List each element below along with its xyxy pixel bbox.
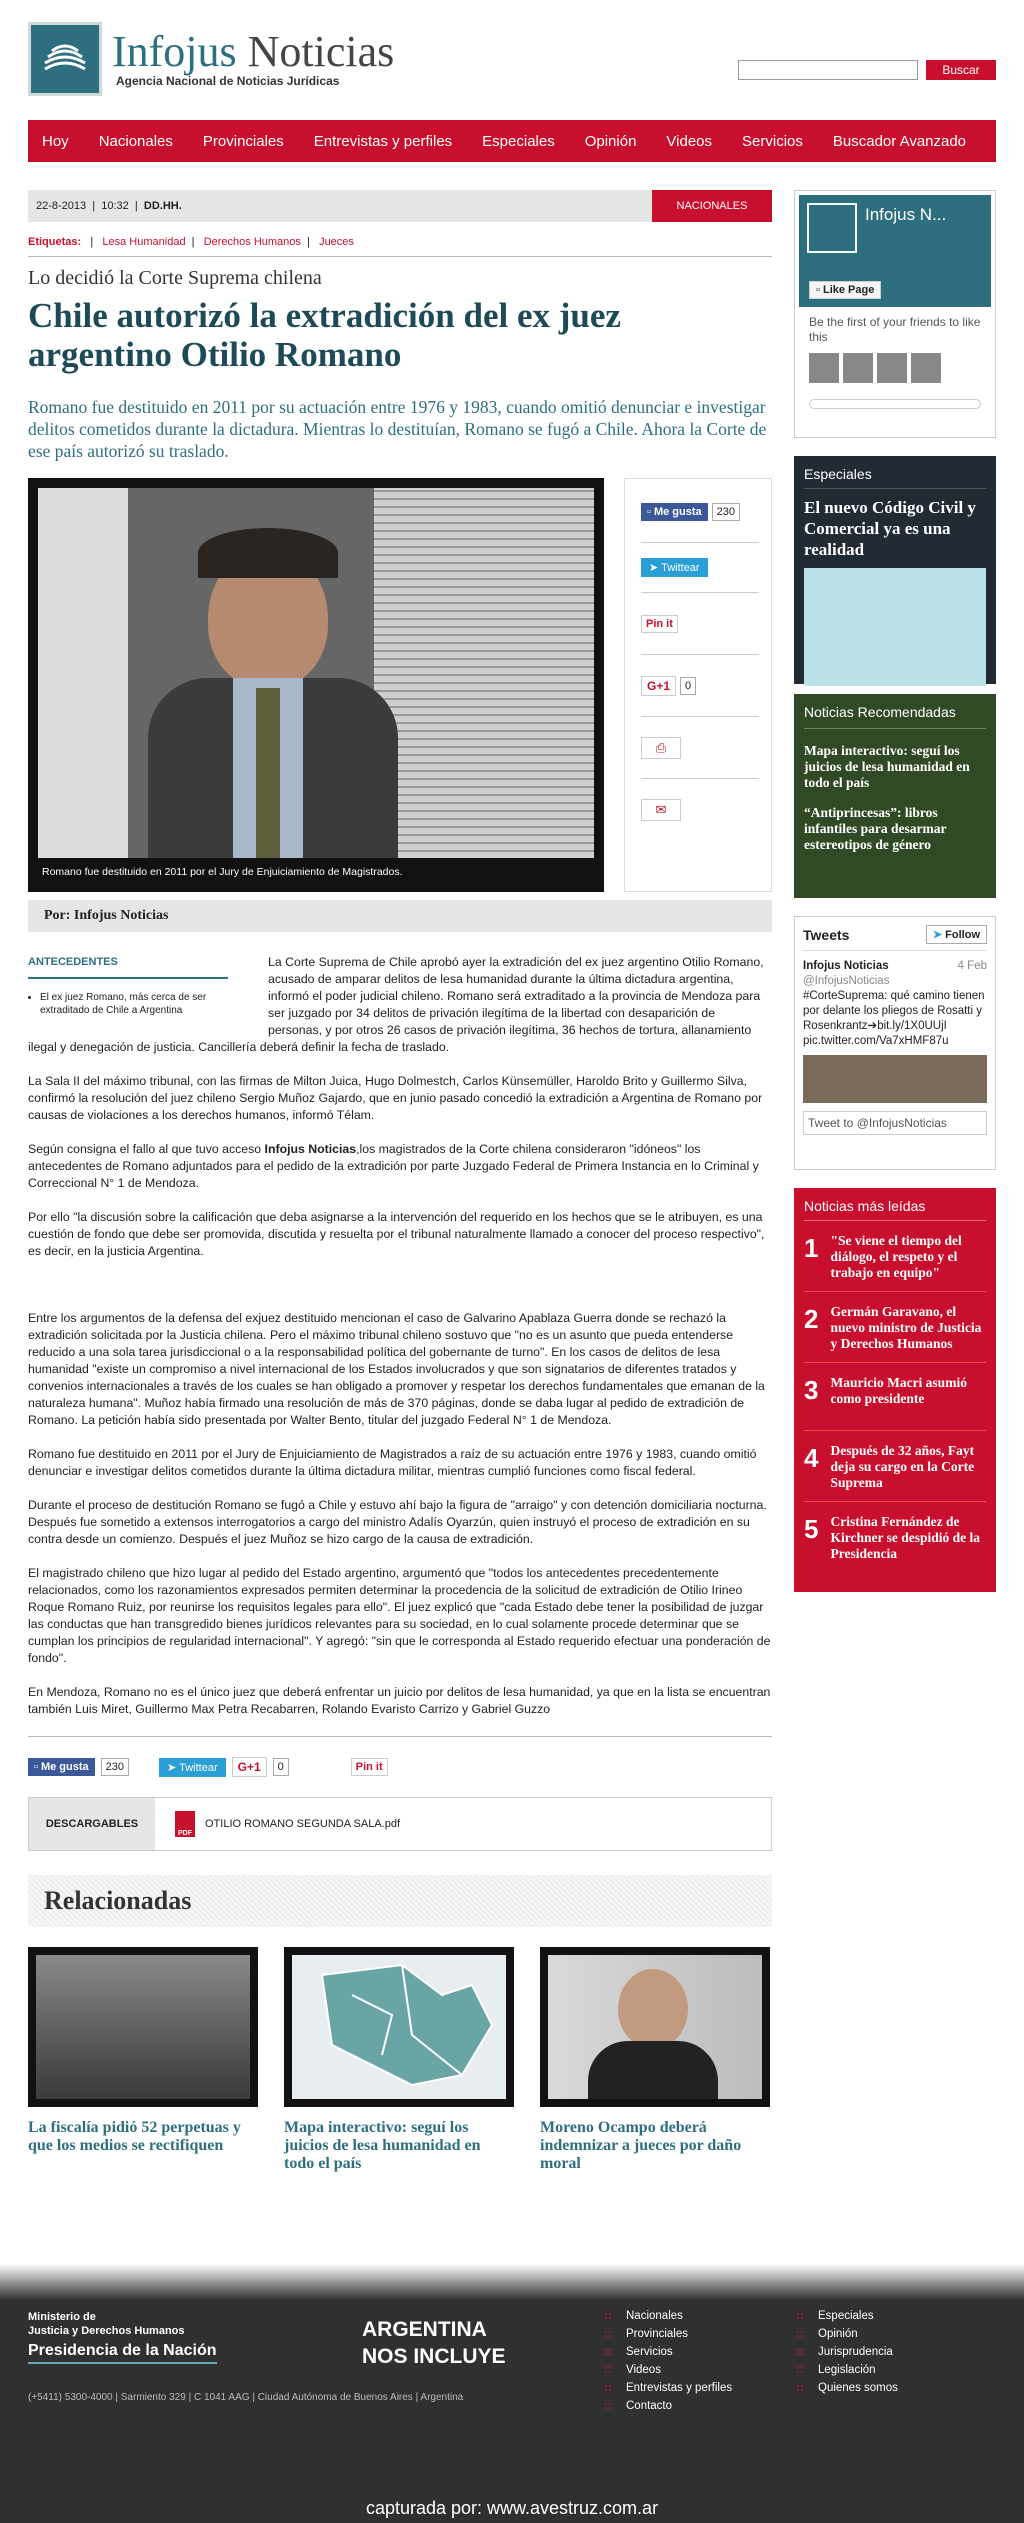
nav-item-nacionales[interactable]: Nacionales xyxy=(98,132,173,150)
photo-caption: Romano fue destituido en 2011 por el Jury de Enjuiciamiento de Magistrados. xyxy=(42,866,403,878)
article-time: 10:32 xyxy=(101,200,129,212)
most-read-item[interactable]: 3 Mauricio Macri asumió como presidente xyxy=(804,1375,986,1431)
especiales-image[interactable] xyxy=(804,568,986,686)
nav-item-provinciales[interactable]: Provinciales xyxy=(202,132,284,150)
download-file[interactable] xyxy=(155,1798,400,1850)
footer-links-a xyxy=(604,2310,732,2418)
share-column xyxy=(624,478,772,892)
nav-item-especiales[interactable]: Especiales xyxy=(482,132,555,150)
article-column xyxy=(28,190,772,2173)
article-byline: Por: Infojus Noticias xyxy=(28,900,772,932)
google-plus-button[interactable]: G+1 xyxy=(232,1757,267,1777)
related-item[interactable] xyxy=(28,1947,258,2173)
related-item[interactable] xyxy=(284,1947,514,2173)
logo-title: Infojus Noticias xyxy=(112,27,395,76)
pin-it-button[interactable]: Pin it xyxy=(351,1758,388,1776)
nav-item-hoy[interactable]: Hoy xyxy=(42,132,69,150)
related-item-title[interactable]: Mapa interactivo: seguí los juicios de lesa humanidad en todo el país xyxy=(284,2119,481,2172)
facebook-like-button[interactable]: ▫ Me gusta xyxy=(28,1758,95,1776)
section-badge[interactable]: NACIONALES xyxy=(652,190,772,222)
footer-link[interactable]: :: Provinciales xyxy=(604,2328,732,2340)
related-title: Relacionadas xyxy=(28,1875,772,1927)
nav-item-opinion[interactable]: Opinión xyxy=(584,132,637,150)
recommended-item[interactable]: Mapa interactivo: seguí los juicios de lesa humanidad en todo el país xyxy=(804,743,970,790)
body-paragraph: El magistrado chileno que hizo lugar al pedido del Estado argentino, argumentó que "todos los antecedentes precedentemente relacionados, como los razonamientos expresados permiten determinar la procedencia de la solicitud de extradición de Otilio Irineo Roque Romano Ruiz, por reunirse los requisitos legales para ello". El juez explicó que "cada Estado debe tener la posibilidad de juzgar las conductas que han transgredido bienes jurídicos relevantes para su sociedad, en lo cual solamente procede determinar que se cumplan los principios de regularidad internacional". Y agregó: "sin que le corresponda al Estado requerido efectuar una ponderación de fondo". xyxy=(28,1566,771,1665)
twitter-follow-button[interactable]: ➤ Follow xyxy=(926,925,987,944)
article-section: DD.HH. xyxy=(143,200,182,212)
body-paragraph: Romano fue destituido en 2011 por el Jury de Enjuiciamiento de Magistrados a raíz de su actuación entre 1976 y 1983, cuando omitió denunciar e investigar delitos cometidos durante la última dictadura militar, mientras cumplió funciones como fiscal federal. xyxy=(28,1447,757,1478)
body-paragraph: Durante el proceso de destitución Romano se fugó a Chile y estuvo ahí bajo la figura de "arraigo" y con detención domiciliaria nocturna. Después fue sometido a extensos interrogatorios a cargo del ministro Adalís Oyarzún, quien instruyó el proceso de extradición en su contra desde un comienzo. Después el juez Muñoz se hizo cargo de la causa de extradición. xyxy=(28,1498,767,1546)
article-meta: 22-8-2013 | 10:32 | DD.HH. NACIONALES xyxy=(28,190,772,222)
google-plus-count: 0 xyxy=(273,1758,289,1776)
email-icon[interactable]: ✉ xyxy=(641,799,681,821)
related-image[interactable] xyxy=(284,1947,514,2107)
body-paragraph: La Corte Suprema de Chile aprobó ayer la extradición del ex juez argentino Otilio Romano, acusado de amparar delitos de lesa humanidad durante la última dictadura argentina, informó el poder judicial chileno. Romano será extraditado a la provincia de Mendoza para ser juzgado por 34 delitos de privación ilegítima de la libertad con desaparición de personas, y por otros 26 casos de privación ilegítima, 36 hechos de tortura, allanamiento ilegal y denegación de justicia. Cancillería deberá definir la fecha de traslado. xyxy=(28,955,764,1054)
tag-link[interactable]: Lesa Humanidad xyxy=(102,236,186,248)
footer-link[interactable]: :: Servicios xyxy=(604,2346,732,2358)
nav-item-entrevistas[interactable]: Entrevistas y perfiles xyxy=(313,132,453,150)
article-photo[interactable] xyxy=(38,488,594,858)
sidebar xyxy=(794,190,996,1592)
bottom-share-bar xyxy=(28,1736,772,1777)
facebook-like-page-button[interactable]: ▫ Like Page xyxy=(809,281,881,299)
body-paragraph: En Mendoza, Romano no es el único juez que deberá enfrentar un juicio por delitos de lesa humanidad, ya que en la lista se encuentran también Luis Miret, Guillermo Max Petra Recabarren, Rolando Evaristo Carrizo y Gabriel Guzzo xyxy=(28,1685,771,1716)
tweet-to-input[interactable]: Tweet to @InfojusNoticias xyxy=(803,1111,987,1135)
facebook-friend-avatars xyxy=(799,353,991,383)
facebook-like-count: 230 xyxy=(712,503,740,521)
most-read-box xyxy=(794,1188,996,1592)
body-paragraph: Por ello "la discusión sobre la calificación que deba asignarse a la intervención del requerido en los hechos que se le atribuyen, es una cuestión de fondo que debe ser promovida, discutida y resuelta por el tribunal naturalmente llamado a conocer del proceso respectivo", es decir, en la justicia Argentina. xyxy=(28,1210,765,1258)
body-paragraph: La Sala II del máximo tribunal, con las firmas de Milton Juica, Hugo Dolmestch, Carlos Künsemüller, Haroldo Brito y Guillermo Silva, confirmó la resolución del juez chileno Sergio Muñoz Gajardo, que en junio pasado concedió la extradición a Argentina de Romano por causas de violaciones a los derechos humanos, informó Télam. xyxy=(28,1074,763,1122)
related-item[interactable] xyxy=(540,1947,770,2173)
antecedentes-link[interactable]: • El ex juez Romano, más cerca de ser extraditado de Chile a Argentina xyxy=(40,991,228,1017)
especiales-box xyxy=(794,456,996,684)
search-button[interactable]: Buscar xyxy=(926,60,996,80)
nav-item-buscador[interactable]: Buscador Avanzado xyxy=(832,132,967,150)
facebook-page-title: Infojus N... xyxy=(865,205,947,224)
logo-subtitle: Agencia Nacional de Noticias Jurídicas xyxy=(116,74,340,88)
tweet-button[interactable]: ➤ Twittear xyxy=(159,1758,226,1777)
photo-frame xyxy=(28,478,604,892)
recommended-box xyxy=(794,694,996,898)
pdf-icon: PDF xyxy=(175,1811,195,1837)
footer-link[interactable]: :: Nacionales xyxy=(604,2310,732,2322)
footer-link[interactable]: :: Especiales xyxy=(796,2310,898,2322)
google-plus-count: 0 xyxy=(680,677,696,695)
facebook-like-button[interactable]: ▫ Me gusta xyxy=(641,503,708,521)
footer-link[interactable]: :: Contacto xyxy=(604,2400,732,2412)
twitter-bird-icon: ➤ xyxy=(167,1761,177,1774)
facebook-friends-text: Be the first of your friends to like this xyxy=(809,315,981,344)
print-icon[interactable]: ⎙ xyxy=(641,737,681,759)
book-logo-icon xyxy=(28,22,102,96)
argentina-logo: ARGENTINA NOS INCLUYE xyxy=(362,2318,506,2368)
related-image[interactable] xyxy=(28,1947,258,2107)
footer-links-b xyxy=(796,2310,898,2400)
tweet-button[interactable]: ➤ Twittear xyxy=(641,558,708,577)
twitter-widget xyxy=(794,916,996,1170)
article-lead: Romano fue destituido en 2011 por su actuación entre 1976 y 1983, cuando omitió denunciar e investigar delitos cometidos durante la dictadura. Mientras lo destituían, Romano se fugó a Chile. Ahora la Corte de ese país autorizó su traslado. xyxy=(28,397,767,461)
footer-link[interactable]: :: Videos xyxy=(604,2364,732,2376)
nav-item-servicios[interactable]: Servicios xyxy=(742,132,803,150)
main-nav xyxy=(28,120,996,162)
especiales-label: Especiales xyxy=(804,466,986,489)
site-footer xyxy=(0,2300,1024,2523)
scrollbar[interactable] xyxy=(809,399,981,409)
download-file-name[interactable]: OTILIO ROMANO SEGUNDA SALA.pdf xyxy=(205,1818,400,1830)
tweet-image[interactable] xyxy=(803,1055,987,1103)
tags-label: Etiquetas: xyxy=(28,236,82,248)
ministry-logo[interactable]: Ministerio de Justicia y Derechos Humanos Presidencia de la Nación xyxy=(28,2310,217,2364)
tag-link[interactable]: Jueces xyxy=(319,236,354,248)
most-read-item[interactable]: 5 Cristina Fernández de Kirchner se despidió de la Presidencia xyxy=(804,1514,980,1561)
most-read-item[interactable]: 2 Germán Garavano, el nuevo ministro de Justicia y Derechos Humanos xyxy=(804,1304,986,1363)
footer-link[interactable]: :: Jurisprudencia xyxy=(796,2346,898,2358)
facebook-page-header[interactable] xyxy=(799,195,991,307)
article-kicker: Lo decidió la Corte Suprema chilena xyxy=(28,267,322,289)
search-form xyxy=(738,60,996,80)
related-image[interactable] xyxy=(540,1947,770,2107)
nav-item-videos[interactable]: Videos xyxy=(666,132,713,150)
footer-link[interactable]: :: Entrevistas y perfiles xyxy=(604,2382,732,2394)
most-read-item[interactable]: 4 Después de 32 años, Fayt deja su cargo en la Corte Suprema xyxy=(804,1443,986,1502)
tweets-title: Tweets xyxy=(803,926,850,943)
search-input[interactable] xyxy=(738,60,918,80)
body-paragraph: Según consigna el fallo al que tuvo acceso Infojus Noticias,los magistrados de la Corte chilena consideraron "idóneos" los antecedentes de Romano adjuntados para el pedido de la extradición por parte Juzgado Federal de Primera Instancia en lo Criminal y Correccional N° 1 de Mendoza. xyxy=(28,1142,759,1190)
twitter-bird-icon: ➤ xyxy=(932,929,943,941)
google-plus-button[interactable]: G+1 xyxy=(641,676,676,696)
article-date: 22-8-2013 xyxy=(36,200,87,212)
downloads-label: DESCARGABLES xyxy=(29,1798,155,1850)
facebook-widget xyxy=(794,190,996,438)
footer-link[interactable]: :: Opinión xyxy=(796,2328,898,2340)
related-item-title[interactable]: Moreno Ocampo deberá indemnizar a jueces por daño moral xyxy=(540,2119,742,2172)
article-headline: Chile autorizó la extradición del ex juez argentino Otilio Romano xyxy=(28,296,621,374)
tweet-handle[interactable]: @InfojusNoticias xyxy=(803,975,890,987)
body-paragraph: Entre los argumentos de la defensa del exjuez destituido mencionan el caso de Galvarino Apablaza Guerra donde se rechazó la extradición solicitada por la Justicia chilena. Pero el máximo tribunal chileno sostuvo que "no es un asunto que pueda entenderse reducido a una sola tarea jurisdiccional o a la responsabilidad política del gobernante de turno". En los casos de delitos de lesa humanidad "existe un compromiso a nivel internacional de los Estados involucrados y que son signatarios de diferentes tratados y convenios internacionales a través de los cuales se han obligado a promover y respetar los derechos fundamentales que emanan de la naturaleza humana". Muñoz había firmado una resolución de más de 370 páginas, donde se daba lugar al pedido de extradición de Romano. La petición había sido presentada por Walter Bento, titular del juzgado Federal N° 1 de Mendoza. xyxy=(28,1311,765,1427)
antecedentes-title: ANTECEDENTES xyxy=(28,954,228,979)
site-logo[interactable] xyxy=(28,22,394,96)
article-media xyxy=(28,478,772,892)
footer-link[interactable]: :: Legislación xyxy=(796,2364,898,2376)
tag-link[interactable]: Derechos Humanos xyxy=(203,236,301,248)
downloads-box xyxy=(28,1797,772,1851)
recommended-label: Noticias Recomendadas xyxy=(804,704,986,729)
footer-address: (+5411) 5300-4000 | Sarmiento 329 | C 1041 AAG | Ciudad Autónoma de Buenos Aires | Argentina xyxy=(28,2392,464,2403)
footer-link[interactable]: :: Quienes somos xyxy=(796,2382,898,2394)
antecedentes-box xyxy=(28,954,228,1017)
most-read-label: Noticias más leídas xyxy=(804,1198,986,1221)
article-body xyxy=(28,954,772,1718)
related-grid xyxy=(28,1947,772,2173)
related-item-title[interactable]: La fiscalía pidió 52 perpetuas y que los medios se rectifiquen xyxy=(28,2119,241,2154)
tweet-text: #CorteSuprema: qué camino tienen por delante los pliegos de Rosatti y Rosenkrantz➔bit.ly/1X0UUjI pic.twitter.com/Va7xHMF87u xyxy=(803,990,985,1047)
tweet-user[interactable]: Infojus Noticias xyxy=(803,960,889,972)
most-read-item[interactable]: 1 "Se viene el tiempo del diálogo, el respeto y el trabajo en equipo" xyxy=(804,1233,986,1292)
recommended-item[interactable]: “Antiprincesas”: libros infantiles para desarmar estereotipos de género xyxy=(804,805,947,852)
twitter-bird-icon: ➤ xyxy=(649,562,659,574)
capture-watermark: capturada por: www.avestruz.com.ar xyxy=(365,2498,659,2518)
tweet xyxy=(803,959,987,1103)
especiales-title[interactable]: El nuevo Código Civil y Comercial ya es una realidad xyxy=(804,498,976,559)
facebook-like-count: 230 xyxy=(101,1758,129,1776)
pin-it-button[interactable]: Pin it xyxy=(641,615,678,633)
tweet-date[interactable]: 4 Feb xyxy=(957,960,987,972)
site-header xyxy=(28,22,996,102)
tags-bar: Etiquetas: | Lesa Humanidad | Derechos Humanos | Jueces xyxy=(28,236,772,257)
